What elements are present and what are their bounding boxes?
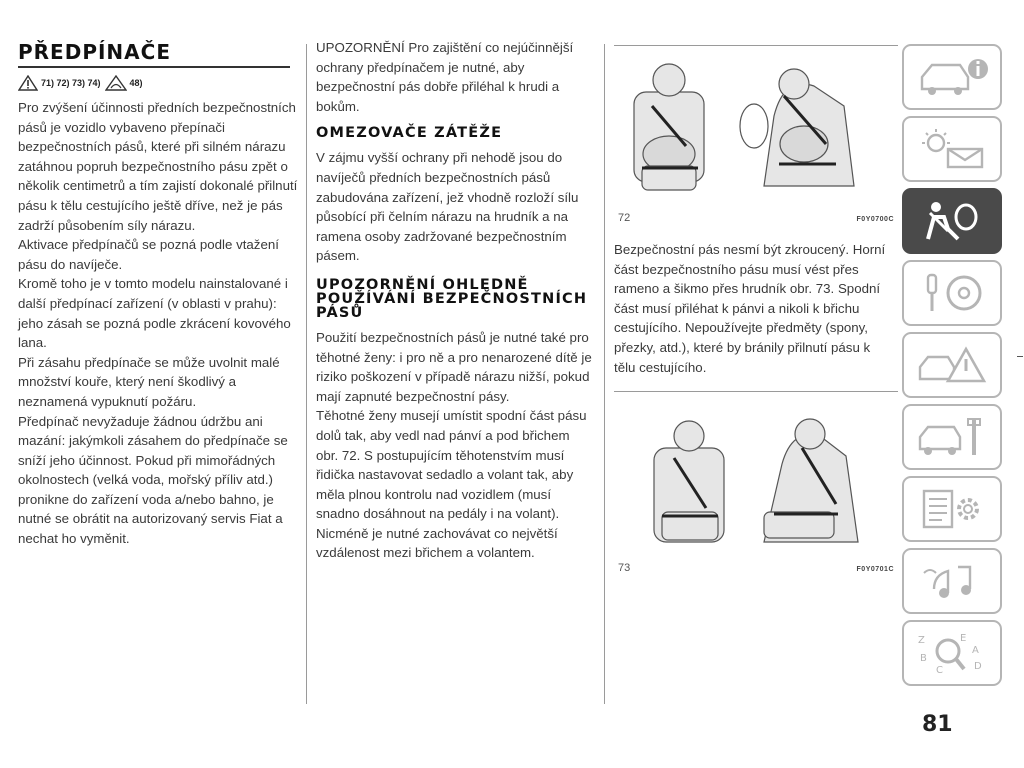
column-divider — [306, 44, 307, 704]
svg-text:D: D — [974, 661, 982, 672]
heading-seatbelt-usage: UPOZORNĚNÍ OHLEDNĚ POUŽÍVÁNÍ BEZPEČNOSTNÍCH PÁSŮ — [316, 276, 588, 321]
tab-multimedia[interactable] — [902, 548, 1002, 614]
paragraph: Těhotné ženy musejí umístit spodní část pásu dolů tak, aby vedl nad pánví a pod břichem obr. 72. S postupujícím těhotenstvím musí řidička nastavovat sedadlo a volant tak, aby měla plnou kontrolu nad vozidlem (musí snadno dosáhnout na pedály i na volant). Nicméně je nutné zachovávat co největší vzdálenost mezi břichem a volantem. — [316, 408, 587, 561]
tab-car-info[interactable] — [902, 44, 1002, 110]
tab-starting-driving[interactable] — [902, 260, 1002, 326]
tab-maintenance[interactable] — [902, 404, 1002, 470]
edge-mark — [1017, 356, 1023, 357]
svg-text:E: E — [960, 633, 967, 644]
environment-refs-text: 48) — [129, 78, 143, 88]
figure-number: 72 — [618, 212, 631, 224]
svg-text:C: C — [936, 665, 943, 675]
warning-triangle-icon — [18, 75, 38, 91]
seatbelt-airbag-icon — [914, 199, 990, 243]
chapter-tabs — [902, 44, 1006, 692]
pregnant-woman-seatbelt-illustration — [614, 46, 898, 206]
section-title: PŘEDPÍNAČE — [18, 40, 171, 64]
tab-technical-data[interactable] — [902, 476, 1002, 542]
car-warning-triangle-icon — [914, 343, 990, 387]
seated-person-seatbelt-illustration — [614, 392, 898, 556]
warning-refs-text: 71) 72) 73) 74) — [41, 78, 101, 88]
environment-triangle-icon — [105, 75, 127, 91]
warning-paragraph: UPOZORNĚNÍ Pro zajištění co nejúčinnější ochrany předpínačem je nutné, aby bezpečnostní pás dobře přiléhal k hrudi a bokům. — [316, 40, 574, 114]
key-steering-icon — [914, 271, 990, 315]
paragraph: Bezpečnostní pás nesmí být zkroucený. Horní část bezpečnostního pásu musí vést přes rameno a šikmo přes hrudník obr. 73. Spodní část musí přiléhat k pánvi a nikoli k břichu cestujícího. Nepoužívejte předměty (spony, přezky, atd.), které by bránily přilnutí pásu k tělu cestujícího. — [614, 242, 886, 375]
paragraph: Použití bezpečnostních pásů je nutné také pro těhotné ženy: i pro ně a pro nenarozené dítě je riziko poškození v případě nárazu nižší, pokud mají zapnuté bezpečnostní pásy. — [316, 329, 592, 404]
warning-lights-icon — [914, 127, 990, 171]
tab-dashboard-lights[interactable] — [902, 116, 1002, 182]
warning-references — [18, 74, 298, 92]
paragraph: Při zásahu předpínače se může uvolnit malé množství kouře, který není škodlivý a neznamená vypuknutí požáru. — [18, 354, 280, 409]
column-pretensioners — [18, 38, 298, 549]
paragraph: Kromě toho je v tomto modelu nainstalované i další předpínací zařízení (v oblasti v prahu): jeho zásah se pozná podle zkrácení kovového lana. — [18, 276, 291, 351]
tab-index[interactable] — [902, 620, 1002, 686]
column-divider — [604, 44, 605, 704]
multimedia-icon — [914, 559, 990, 603]
document-gear-icon — [914, 487, 990, 531]
svg-text:B: B — [920, 653, 927, 664]
car-info-icon — [914, 55, 990, 99]
column-load-limiters — [316, 38, 594, 563]
column-figures — [614, 38, 892, 574]
figure-number: 73 — [618, 562, 631, 575]
paragraph: Aktivace předpínačů se pozná podle vtažení pásu do navíječe. — [18, 237, 279, 272]
tab-safety[interactable] — [902, 188, 1002, 254]
figure-72 — [614, 45, 898, 224]
svg-text:A: A — [972, 645, 979, 656]
heading-load-limiters: OMEZOVAČE ZÁTĚŽE — [316, 125, 503, 142]
paragraph: V zájmu vyšší ochrany při nehodě jsou do navíječů předních bezpečnostních pásů zabudována zařízení, jež vhodně rozloží sílu působící při čelním nárazu na hrudník a na ramena osoby zadržované bezpečnostním pásem. — [316, 150, 579, 264]
title-underline — [18, 66, 290, 68]
figure-code: F0Y0701C — [856, 566, 894, 574]
tab-emergency[interactable] — [902, 332, 1002, 398]
car-wrench-icon — [914, 415, 990, 459]
paragraph: Pro zvýšení účinnosti předních bezpečnostních pásů je vozidlo vybaveno přepínači bezpečnostních pásů, které při silném nárazu zatáhnou popruh bezpečnostního pásu zpět o několik centimetrů a tím zajistí dokonalé přilnutí pásu k tělu cestujícího ještě dříve, než je pás zadrží působením síly nárazu. — [18, 100, 298, 233]
page-number: 81 — [922, 712, 953, 737]
alphabet-index-icon — [914, 631, 990, 675]
svg-text:Z: Z — [918, 635, 925, 646]
figure-73 — [614, 391, 898, 574]
figure-code: F0Y0700C — [856, 216, 894, 223]
paragraph: Předpínač nevyžaduje žádnou údržbu ani mazání: jakýmkoli zásahem do předpínače se sníží jeho účinnost. Pokud při mimořádných okolnostech (velká voda, mořský příliv atd.) pronikne do zařízení voda a/nebo bahno, je nutné se obrátit na autorizovaný servis Fiat a nechat ho vyměnit. — [18, 413, 288, 547]
